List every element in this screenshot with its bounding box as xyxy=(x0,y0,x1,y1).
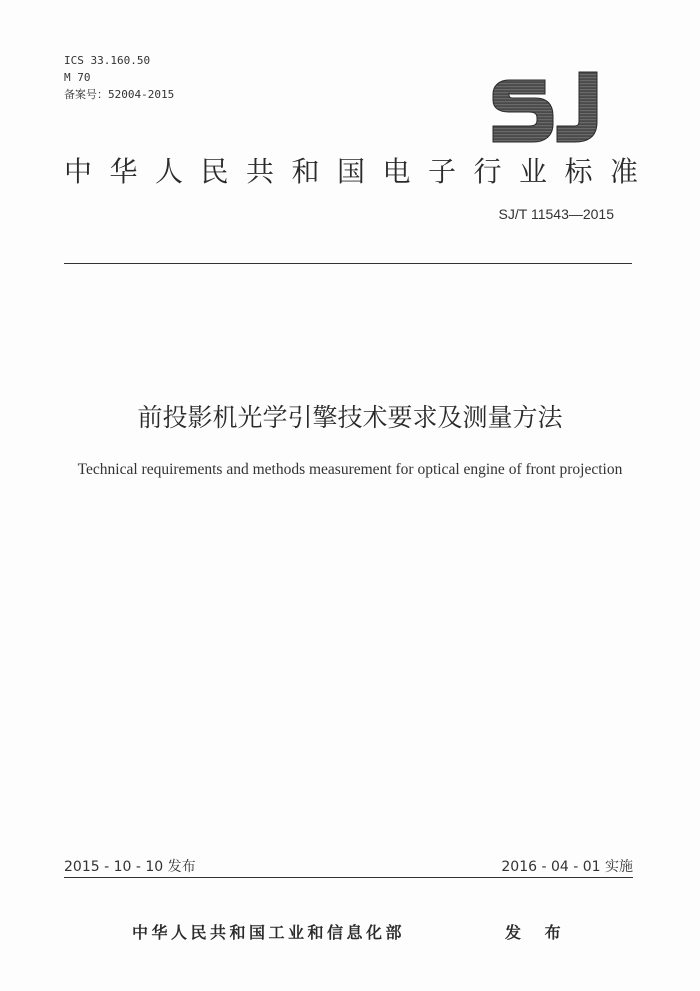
category-code: M 70 xyxy=(64,71,91,84)
ics-code: ICS 33.160.50 xyxy=(64,54,151,67)
issuing-authority: 中华人民共和国工业和信息化部 xyxy=(132,923,406,942)
filing-number: 备案号：52004-2015 xyxy=(64,88,175,101)
publish-label: 发 布 xyxy=(505,923,570,942)
standard-category-title: 中华人民共和国电子行业标准 xyxy=(64,155,656,188)
effective-date: 2016 - 04 - 01 实施 xyxy=(501,859,633,875)
standard-number: SJ/T 11543—2015 xyxy=(498,206,614,222)
bottom-divider xyxy=(64,877,633,878)
classification-block xyxy=(64,52,174,103)
sj-standard-logo-icon xyxy=(489,68,607,146)
issue-date: 2015 - 10 - 10 发布 xyxy=(64,859,196,875)
top-divider xyxy=(64,263,632,264)
document-title-chinese: 前投影机光学引擎技术要求及测量方法 xyxy=(137,403,563,432)
document-title-english: Technical requirements and methods measurement for optical engine of front projection xyxy=(77,461,623,478)
